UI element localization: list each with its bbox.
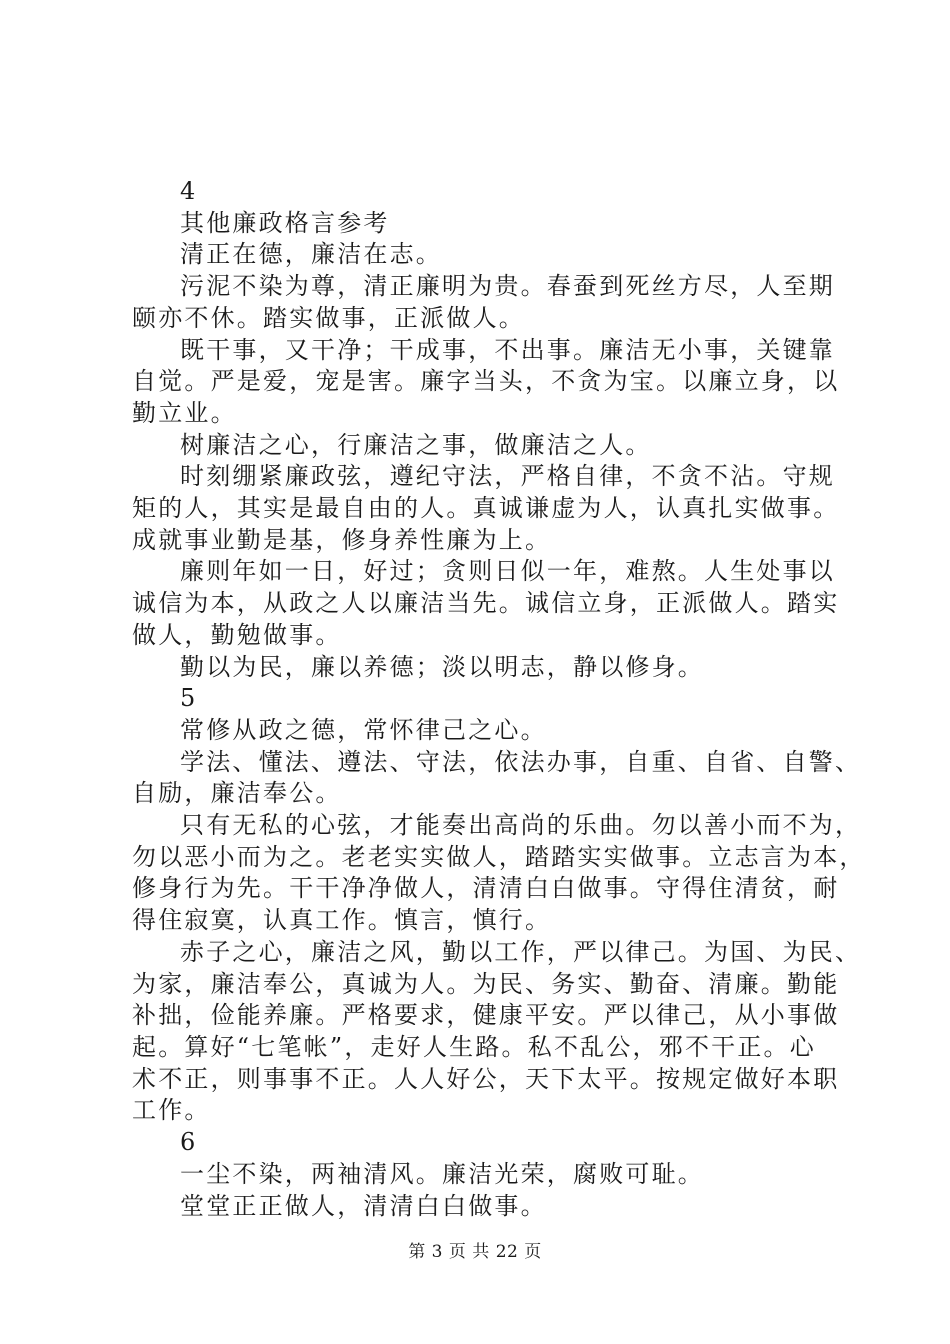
text-line: 颐亦不休。踏实做事，正派做人。 — [132, 303, 525, 332]
text-line: 清正在德，廉洁在志。 — [180, 240, 442, 269]
text-line: 做人，勤勉做事。 — [132, 620, 342, 649]
text-line: 6 — [180, 1128, 198, 1157]
text-line: 自励，廉洁奉公。 — [132, 779, 342, 808]
text-line: 术不正，则事事不正。人人好公，天下太平。按规定做好本职 — [132, 1064, 840, 1093]
page-footer: 第 3 页 共 22 页 — [408, 1242, 542, 1262]
text-line: 修身行为先。干干净净做人，清清白白做事。守得住清贫，耐 — [132, 874, 840, 903]
text-line: 时刻绷紧廉政弦，遵纪守法，严格自律，不贪不沾。守规 — [180, 462, 835, 491]
text-line: 补拙，俭能养廉。严格要求，健康平安。严以律己，从小事做 — [132, 1001, 840, 1030]
text-line: 树廉洁之心，行廉洁之事，做廉洁之人。 — [180, 430, 652, 459]
text-line: 5 — [180, 684, 198, 713]
text-line: 诚信为本，从政之人以廉洁当先。诚信立身，正派做人。踏实 — [132, 589, 840, 618]
text-line: 勤立业。 — [132, 398, 237, 427]
text-line: 为家，廉洁奉公，真诚为人。为民、务实、勤奋、清廉。勤能 — [132, 969, 840, 998]
text-line: 学法、懂法、遵法、守法，依法办事，自重、自省、自警、 — [180, 747, 862, 776]
text-line: 工作。 — [132, 1096, 211, 1125]
text-line: 其他廉政格言参考 — [180, 208, 390, 237]
text-line: 廉则年如一日，好过；贪则日似一年，难熬。人生处事以 — [180, 557, 835, 586]
text-line: 堂堂正正做人，清清白白做事。 — [180, 1191, 547, 1220]
text-line: 4 — [180, 177, 198, 205]
text-line: 矩的人，其实是最自由的人。真诚谦虚为人，认真扎实做事。 — [132, 494, 840, 523]
text-line: 赤子之心，廉洁之风，勤以工作，严以律己。为国、为民、 — [180, 937, 862, 966]
text-line: 勿以恶小而为之。老老实实做人，踏踏实实做事。立志言为本， — [132, 842, 866, 871]
text-line: 起。算好“七笔帐”，走好人生路。私不乱公，邪不干正。心 — [132, 1032, 816, 1061]
text-line: 成就事业勤是基，修身养性廉为上。 — [132, 525, 552, 554]
text-line: 自觉。严是爱，宠是害。廉字当头，不贪为宝。以廉立身，以 — [132, 367, 840, 396]
text-line: 污泥不染为尊，清正廉明为贵。春蚕到死丝方尽，人至期 — [180, 272, 835, 301]
text-line: 一尘不染，两袖清风。廉洁光荣，腐败可耻。 — [180, 1159, 704, 1188]
text-line: 得住寂寞，认真工作。慎言，慎行。 — [132, 906, 552, 935]
document-body — [132, 176, 866, 1222]
text-line: 只有无私的心弦，才能奏出高尚的乐曲。勿以善小而不为， — [180, 811, 862, 840]
text-line: 既干事，又干净；干成事，不出事。廉洁无小事，关键靠 — [180, 335, 835, 364]
text-line: 常修从政之德，常怀律己之心。 — [180, 715, 547, 744]
text-line: 勤以为民，廉以养德；淡以明志，静以修身。 — [180, 652, 704, 681]
